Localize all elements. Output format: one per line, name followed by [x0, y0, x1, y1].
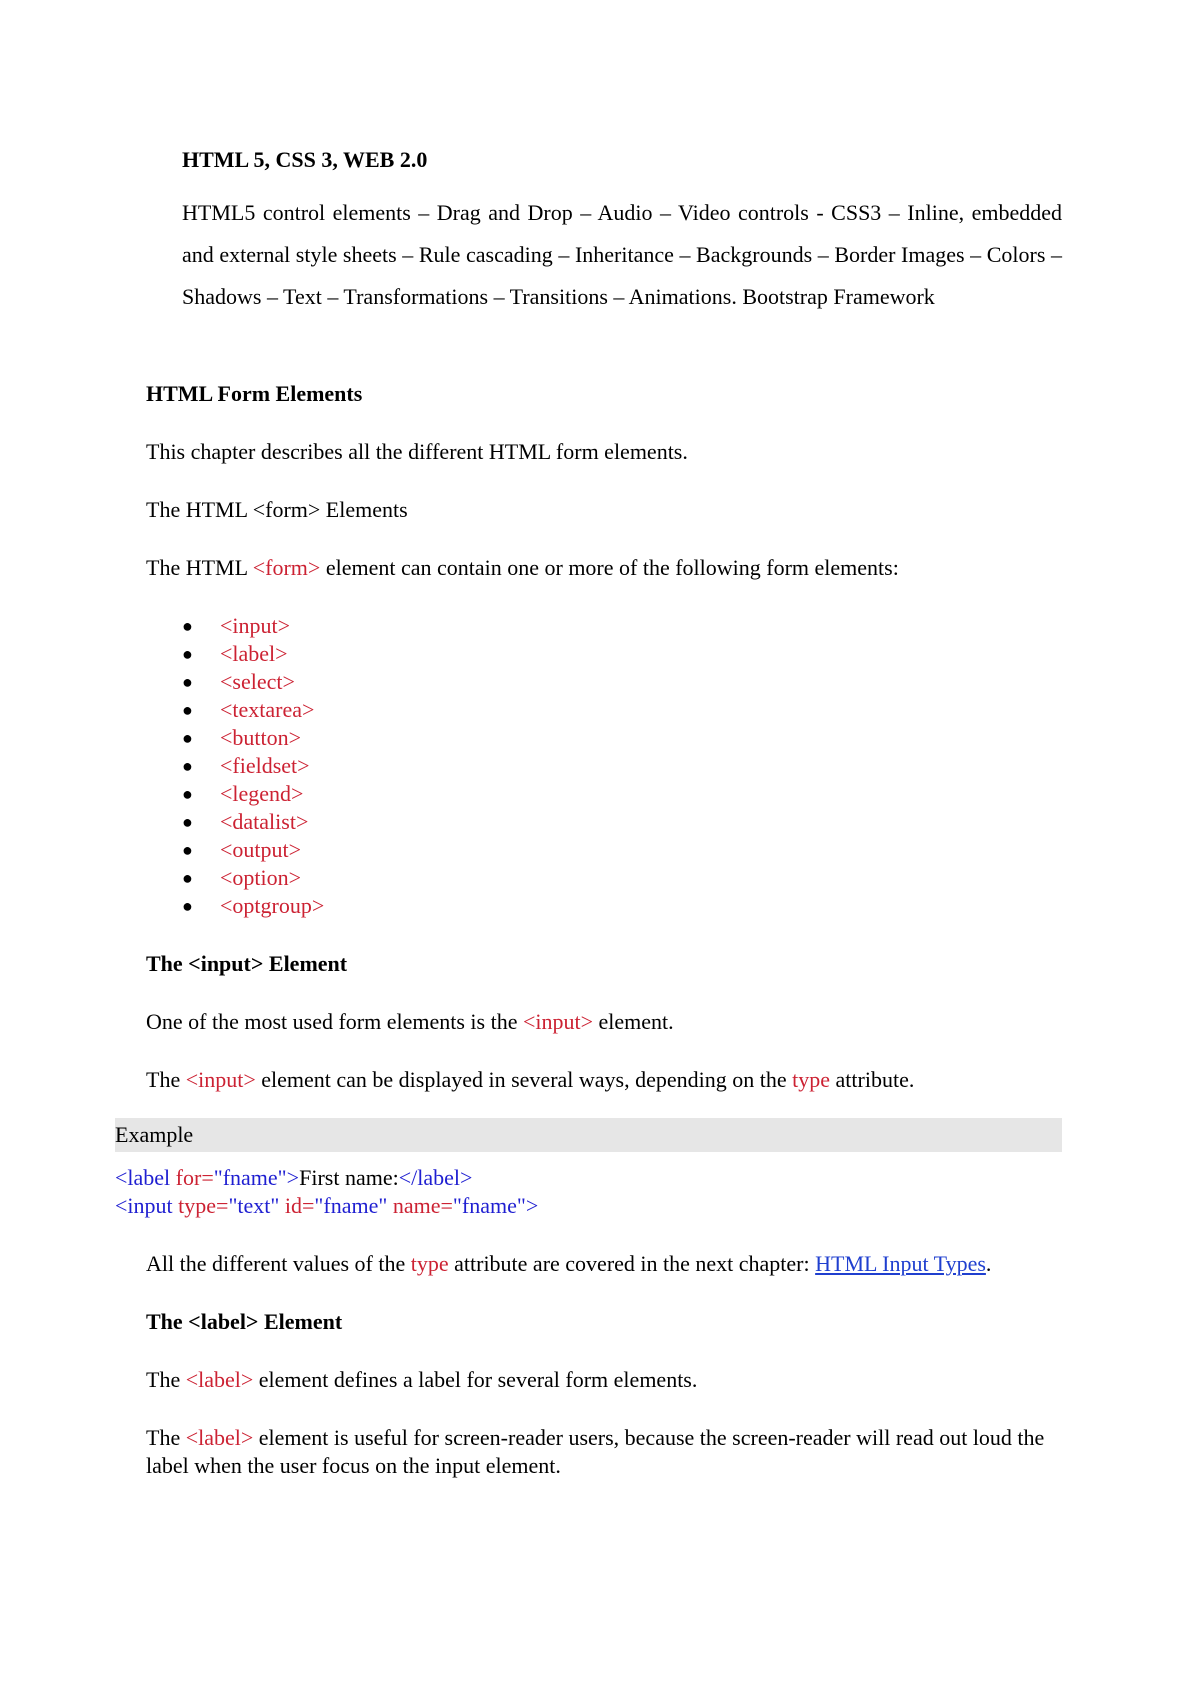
- code-token: "fname": [452, 1193, 526, 1218]
- section-intro: This chapter describes all the different HTML form elements.: [146, 439, 688, 464]
- code-line-1: [115, 1164, 538, 1192]
- bullet-icon: ●: [182, 784, 193, 804]
- code-token: First name:: [299, 1165, 399, 1190]
- text-run: element.: [593, 1009, 674, 1034]
- unit-block: [182, 146, 1062, 318]
- list-item: [146, 668, 1062, 696]
- list-item-label: <input>: [220, 613, 291, 638]
- text-run: All the different values of the: [146, 1251, 411, 1276]
- text-run: The: [146, 1367, 186, 1392]
- text-run: .: [985, 1251, 992, 1276]
- section-subheading: The HTML <form> Elements: [146, 497, 408, 522]
- list-item: [146, 696, 1062, 724]
- code-token: <label: [115, 1165, 171, 1190]
- list-item: [146, 836, 1062, 864]
- bullet-icon: ●: [182, 868, 193, 888]
- bullet-icon: ●: [182, 812, 193, 832]
- list-item: [146, 892, 1062, 920]
- list-item-label: <fieldset>: [220, 753, 310, 778]
- type-attr: type: [410, 1251, 449, 1276]
- list-item: [146, 780, 1062, 808]
- list-item: [146, 752, 1062, 780]
- code-token: </label>: [398, 1165, 473, 1190]
- label-paragraph-2: [146, 1424, 1062, 1480]
- form-tag: <form>: [252, 555, 321, 580]
- unit-syllabus: HTML5 control elements – Drag and Drop – Audio – Video controls - CSS3 – Inline, embedded and external style sheets – Rule cascading – Inheritance – Backgrounds – Border Images – Colors – Shadows – Text – Transformations – Transitions – Animations. Bootstrap Framework: [182, 200, 1062, 309]
- input-tag: <input>: [522, 1009, 594, 1034]
- example-label: Example: [115, 1122, 194, 1147]
- text-run: The: [146, 1067, 186, 1092]
- code-token: "text": [228, 1193, 280, 1218]
- input-tag: <input>: [185, 1067, 256, 1092]
- section-heading: HTML Form Elements: [146, 381, 363, 406]
- list-item: [146, 808, 1062, 836]
- form-sentence-before: The HTML: [146, 555, 253, 580]
- code-token: for=: [170, 1165, 214, 1190]
- code-token: "fname": [213, 1165, 287, 1190]
- form-elements-section: [146, 380, 1062, 1124]
- text-run: The: [146, 1425, 186, 1450]
- list-item: [146, 612, 1062, 640]
- code-token: "fname": [314, 1193, 388, 1218]
- type-attr: type: [792, 1067, 831, 1092]
- list-item: [146, 724, 1062, 752]
- bullet-icon: ●: [182, 644, 193, 664]
- text-run: attribute.: [830, 1067, 915, 1092]
- label-tag: <label>: [185, 1425, 254, 1450]
- input-heading: The <input> Element: [146, 951, 348, 976]
- bullet-icon: ●: [182, 896, 193, 916]
- label-paragraph-1: [146, 1366, 1062, 1394]
- code-token: name=: [387, 1193, 453, 1218]
- input-paragraph-2: [146, 1066, 1062, 1094]
- list-item-label: <optgroup>: [220, 893, 325, 918]
- example-code: [115, 1164, 538, 1220]
- form-elements-list: [146, 612, 1062, 920]
- list-item: [146, 864, 1062, 892]
- form-sentence: [146, 554, 1062, 582]
- text-run: element can be displayed in several ways, depending on the: [255, 1067, 793, 1092]
- code-token: id=: [279, 1193, 315, 1218]
- list-item: [146, 640, 1062, 668]
- text-run: element defines a label for several form elements.: [253, 1367, 698, 1392]
- list-item-label: <select>: [220, 669, 295, 694]
- list-item-label: <legend>: [220, 781, 304, 806]
- bullet-icon: ●: [182, 840, 193, 860]
- types-paragraph: [146, 1250, 1062, 1278]
- bullet-icon: ●: [182, 700, 193, 720]
- list-item-label: <label>: [220, 641, 288, 666]
- text-run: One of the most used form elements is the: [146, 1009, 523, 1034]
- code-token: >: [286, 1165, 300, 1190]
- label-tag: <label>: [185, 1367, 254, 1392]
- text-run: element is useful for screen-reader users, because the screen-reader will read out loud the label when the user focus on the input element.: [146, 1425, 1045, 1478]
- code-token: type=: [172, 1193, 229, 1218]
- bullet-icon: ●: [182, 672, 193, 692]
- code-token: >: [525, 1193, 539, 1218]
- code-line-2: [115, 1192, 538, 1220]
- form-sentence-after: element can contain one or more of the following form elements:: [320, 555, 899, 580]
- bullet-icon: ●: [182, 756, 193, 776]
- unit-title: HTML 5, CSS 3, WEB 2.0: [182, 147, 428, 172]
- after-example-section: [146, 1250, 1062, 1510]
- example-header-bar: [115, 1118, 1062, 1152]
- bullet-icon: ●: [182, 728, 193, 748]
- list-item-label: <textarea>: [220, 697, 315, 722]
- html-input-types-link[interactable]: HTML Input Types: [815, 1251, 986, 1276]
- list-item-label: <output>: [220, 837, 302, 862]
- list-item-label: <option>: [220, 865, 302, 890]
- label-heading: The <label> Element: [146, 1309, 343, 1334]
- list-item-label: <datalist>: [220, 809, 309, 834]
- bullet-icon: ●: [182, 616, 193, 636]
- input-paragraph-1: [146, 1008, 1062, 1036]
- code-token: <input: [115, 1193, 173, 1218]
- list-item-label: <button>: [220, 725, 302, 750]
- text-run: attribute are covered in the next chapter:: [448, 1251, 816, 1276]
